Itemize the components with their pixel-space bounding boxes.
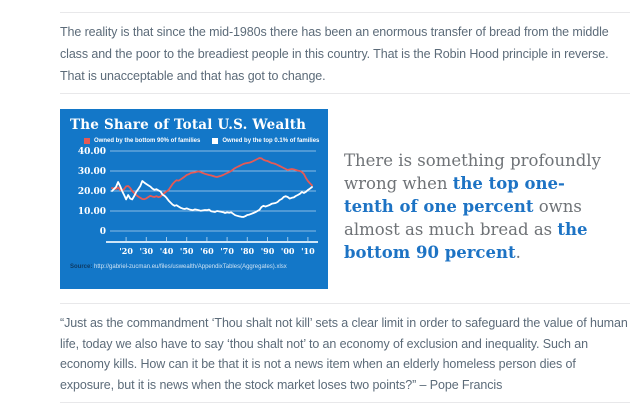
pope-francis-quote: “Just as the commandment ‘Thou shalt not kill’ sets a clear limit in order to safeguard the value of human life, today we also have to say ‘thou shalt not’ to an economy of exclusion and inequality. Such an economy kills. How can it be that it is not a news item when an elderly homeless person dies of exposure, but it is news when the stock market loses two points?” – Pope Francis — [60, 316, 628, 392]
divider — [60, 303, 630, 304]
svg-text:'60: '60 — [200, 246, 214, 256]
legend-label-bottom90: Owned by the bottom 90% of families — [94, 138, 201, 144]
svg-text:'40: '40 — [159, 246, 174, 256]
wealth-chart — [70, 147, 318, 260]
legend-label-top01: Owned by the top 0.1% of families — [222, 138, 320, 144]
legend-item-bottom90 — [84, 138, 200, 144]
svg-text:40.00: 40.00 — [77, 147, 106, 157]
svg-text:'30: '30 — [139, 246, 154, 256]
pullquote — [344, 149, 608, 289]
source-label: Source: — [70, 264, 93, 270]
pullquote-text-2: owns almost as much bread as — [344, 197, 582, 239]
svg-text:'90: '90 — [260, 246, 275, 256]
chart-title: The Share of Total U.S. Wealth — [70, 117, 307, 133]
legend-swatch-bottom90-icon — [84, 138, 90, 144]
chart-source — [70, 264, 318, 270]
pullquote-em-bottom-90: the bottom 90 percent — [344, 220, 588, 262]
legend-swatch-top01-icon — [212, 138, 218, 144]
pullquote-text-3: . — [515, 243, 521, 262]
chart-legend — [84, 138, 318, 144]
source-url: http://gabriel-zucman.eu/files/uswealth/AppendixTables(Aggregates).xlsx — [94, 264, 287, 270]
svg-text:'20: '20 — [119, 246, 133, 256]
svg-text:'00: '00 — [280, 246, 295, 256]
svg-text:0: 0 — [99, 227, 106, 237]
pullquote-em-top-tenth: the top one-tenth of one percent — [344, 174, 565, 216]
svg-text:'10: '10 — [301, 246, 315, 256]
pullquote-text-1: There is something profoundly wrong when — [344, 151, 601, 193]
svg-text:'70: '70 — [220, 246, 234, 256]
wealth-chart-card — [60, 109, 328, 289]
divider — [60, 12, 630, 13]
divider — [60, 93, 630, 94]
svg-text:10.00: 10.00 — [77, 207, 106, 217]
svg-text:'50: '50 — [179, 246, 194, 256]
chart-quote-section — [60, 109, 630, 289]
legend-item-top01 — [212, 138, 319, 144]
svg-text:'80: '80 — [240, 246, 255, 256]
svg-text:20.00: 20.00 — [77, 187, 106, 197]
intro-paragraph: The reality is that since the mid-1980s there has been an enormous transfer of bread from the middle class and the poor to the breadiest people in this country. That is the Robin Hood principle in reverse. That is unacceptable and that has got to change. — [60, 25, 609, 83]
svg-text:30.00: 30.00 — [77, 167, 106, 177]
